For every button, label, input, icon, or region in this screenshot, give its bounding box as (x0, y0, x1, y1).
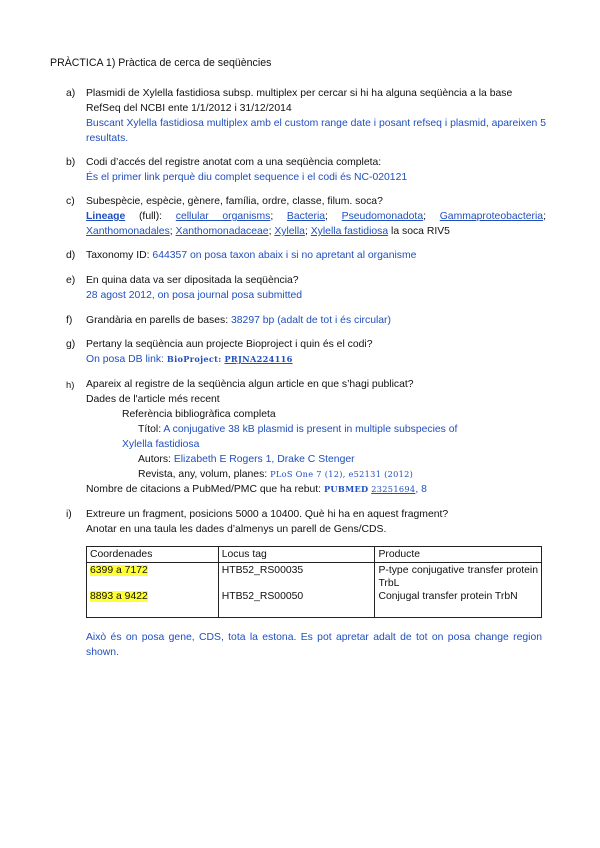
page-title: PRÀCTICA 1) Pràctica de cerca de seqüències (50, 57, 272, 69)
title-value-2: Xylella fastidiosa (122, 439, 200, 450)
taxon-link-4[interactable]: Xanthomonadales (86, 226, 170, 237)
table-row (87, 563, 542, 618)
question-e-label: e) (66, 275, 76, 286)
authors-value: Elizabeth E Rogers 1, Drake C Stenger (173, 454, 355, 465)
header-product: Producte (375, 547, 542, 563)
question-i-label: i) (66, 509, 72, 520)
lineage-link[interactable]: Lineage (86, 211, 126, 222)
lineage-full: (full): (125, 211, 176, 222)
question-h-text: Apareix al registre de la seqüència algun article en que s’hagi publicat? (86, 379, 414, 390)
title-value-1: A conjugative 38 kB plasmid is present in multiple subspecies of (163, 424, 458, 435)
taxon-link-5[interactable]: Xanthomonadaceae (175, 226, 269, 237)
answer-f: 38297 bp (adalt de tot i és circular) (230, 315, 391, 326)
question-e-text: En quina data va ser dipositada la seqüència? (86, 275, 299, 286)
question-c (66, 194, 546, 239)
question-i (66, 507, 546, 537)
question-a-text-1: Plasmidi de Xylella fastidiosa subsp. multiplex per cercar si hi ha alguna seqüència a la base (86, 88, 513, 99)
question-f-label: f) (66, 315, 73, 326)
locus-1: HTB52_RS00035 (221, 565, 304, 576)
question-i-text-1: Extreure un fragment, posicions 5000 a 10400. Què hi ha en aquest fragment? (86, 509, 449, 520)
table-cell-product (375, 563, 542, 618)
question-i-text-2: Anotar en una taula les dades d’almenys un parell de Gens/CDS. (86, 524, 387, 535)
taxon-link-3[interactable]: Gammaproteobacteria (439, 211, 544, 222)
question-g (66, 337, 546, 367)
question-a-text-2: RefSeq del NCBI ente 1/1/2012 i 31/12/2014 (86, 103, 292, 114)
question-g-label: g) (66, 339, 76, 350)
question-g-text: Pertany la seqüència aun projecte Bioproject i quin és el codi? (86, 339, 373, 350)
header-locus-tag: Locus tag (218, 547, 375, 563)
question-d-text: Taxonomy ID: (86, 250, 153, 261)
table-cell-locus (218, 563, 375, 618)
answer-g-prefix: On posa DB link: (86, 354, 167, 365)
header-coordinates: Coordenades (87, 547, 219, 563)
question-c-label: c) (66, 196, 75, 207)
taxon-link-6[interactable]: Xylella (274, 226, 305, 237)
citations-label: Nombre de citacions a PubMed/PMC que ha rebut: (86, 484, 324, 495)
question-b-text: Codi d’accés del registre anotat com a una seqüència completa: (86, 157, 382, 168)
question-f (66, 313, 546, 328)
strain-text: la soca RIV5 (388, 226, 450, 237)
pubmed-label: PUBMED (323, 484, 369, 494)
table-cell-coordinates (87, 563, 219, 618)
taxon-link-1[interactable]: Bacteria (286, 211, 326, 222)
question-c-text: Subespècie, espècie, gènere, família, ordre, classe, filum. soca? (86, 196, 383, 207)
question-a (66, 86, 546, 146)
authors-label: Autors: (138, 454, 174, 465)
cds-table (86, 546, 542, 618)
question-a-label: a) (66, 88, 76, 99)
title-label: Títol: (138, 424, 164, 435)
question-b (66, 155, 546, 185)
question-f-text: Grandària en parells de bases: (86, 315, 231, 326)
lineage-line: Lineage (full): cellular organisms; Bacteria; Pseudomonadota; Gammaproteobacteria; Xanthomonadales; Xanthomonadaceae; Xylella; Xylella fastidiosa la soca RIV5 (86, 211, 546, 237)
citations-count: , 8 (415, 484, 427, 495)
bioproject-label: BioProject: (166, 354, 222, 364)
journal-value: PLoS One 7 (12), e52131 (2012) (270, 469, 414, 479)
article-data-label: Dades de l'article més recent (86, 394, 220, 405)
answer-e: 28 agost 2012, on posa journal posa submitted (86, 290, 303, 301)
question-d (66, 248, 546, 263)
answer-d: 644357 on posa taxon abaix i si no apretant al organisme (152, 250, 417, 261)
taxon-link-0[interactable]: cellular organisms (175, 211, 271, 222)
table-header-row (87, 547, 542, 563)
taxon-link-7[interactable]: Xylella fastidiosa (310, 226, 389, 237)
question-b-label: b) (66, 157, 76, 168)
coords-2: 8893 a 9422 (90, 591, 148, 602)
product-1: P-type conjugative transfer protein TrbL (378, 565, 538, 589)
answer-a: Buscant Xylella fastidiosa multiplex amb el custom range date i posant refseq i plasmid, apareixen 5 resultats. (86, 118, 546, 144)
taxon-link-2[interactable]: Pseudomonadota (341, 211, 424, 222)
pubmed-link[interactable]: 23251694 (371, 484, 416, 494)
note-text: Això és on posa gene, CDS, tota la estona. Es pot apretar adalt de tot on posa change region shown. (86, 632, 542, 658)
locus-2: HTB52_RS00050 (221, 591, 304, 602)
coords-1: 6399 a 7172 (90, 565, 148, 576)
question-d-label: d) (66, 250, 76, 261)
product-2: Conjugal transfer protein TrbN (378, 591, 518, 602)
question-h-label: h) (66, 379, 75, 390)
journal-label: Revista, any, volum, planes: (138, 469, 271, 480)
answer-b: És el primer link perquè diu complet sequence i el codi és NC-020121 (86, 172, 408, 183)
reference-label: Referència bibliogràfica completa (122, 409, 276, 420)
question-h (66, 377, 546, 497)
question-e (66, 273, 546, 303)
bioproject-link[interactable]: PRJNA224116 (224, 354, 293, 364)
